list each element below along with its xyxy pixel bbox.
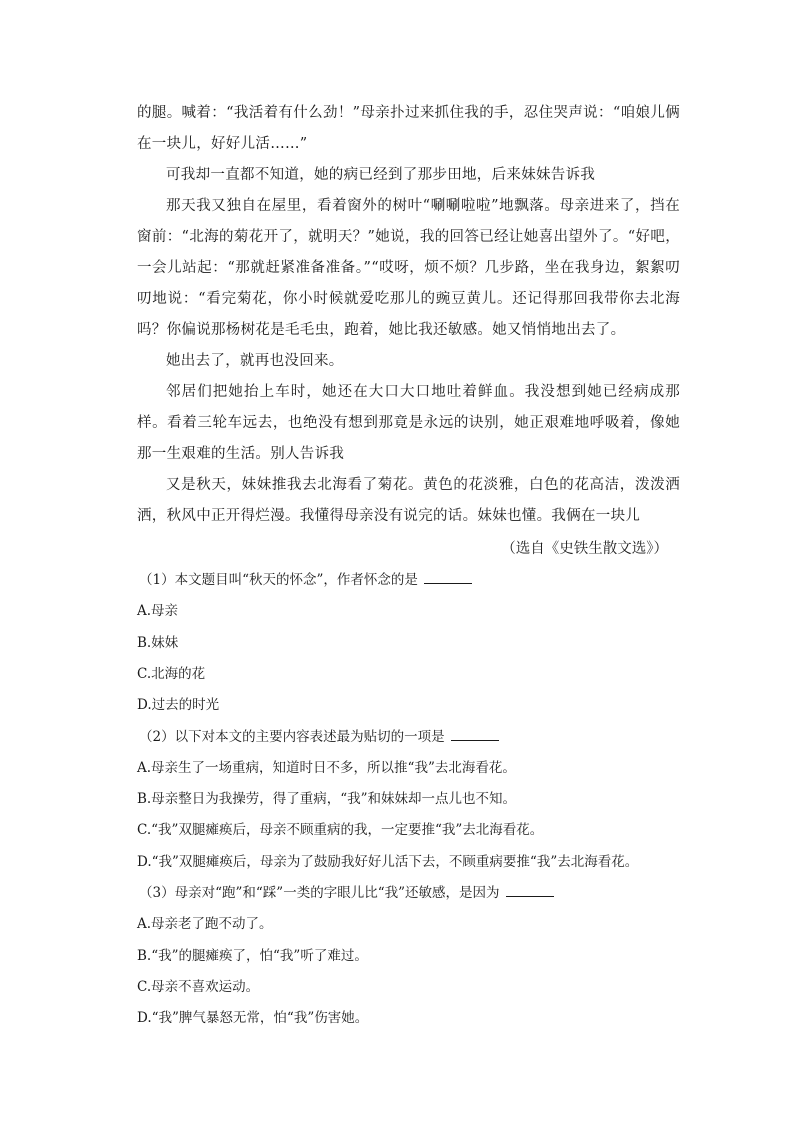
question-3-stem: （3）母亲对“跑”和“踩”一类的字眼儿比“我”还敏感，是因为 [139,882,554,904]
passage-paragraph-6: 又是秋天，妹妹推我去北海看了菊花。黄色的花淡雅，白色的花高洁，泼泼洒洒，秋风中正开得烂漫。我懂得母亲没有说完的话。妹妹也懂。我俩在一块儿 [137,477,680,524]
question-1-option-c: C.北海的花 [137,666,206,682]
answer-blank [451,726,499,741]
passage-paragraph-2: 可我却一直都不知道，她的病已经到了那步田地，后来妹妹告诉我 [166,167,596,183]
question-1-stem: （1）本文题目叫“秋天的怀念”，作者怀念的是 [139,569,472,591]
question-1-option-d: D.过去的时光 [137,697,220,713]
question-1-option-b: B.妹妹 [137,635,179,651]
passage-source: （选自《史铁生散文选》） [501,541,668,557]
passage-paragraph-4: 她出去了，就再也没回来。 [166,353,344,369]
answer-blank [506,882,554,897]
question-2-option-d: D.“我”双腿瘫痪后，母亲为了鼓励我好好儿活下去，不顾重病要推“我”去北海看花。 [137,854,639,870]
question-2-option-b: B.母亲整日为我操劳，得了重病，“我”和妹妹却一点儿也不知。 [137,791,517,807]
question-2-stem: （2）以下对本文的主要内容表述最为贴切的一项是 [139,726,499,748]
question-2-option-a: A.母亲生了一场重病，知道时日不多，所以推“我”去北海看花。 [137,760,516,776]
passage-paragraph-1: 的腿。喊着：“我活着有什么劲！”母亲扑过来抓住我的手，忍住哭声说：“咱娘儿俩在一块儿，好好儿活……” [137,105,680,152]
question-3-option-d: D.“我”脾气暴怒无常，怕“我”伤害她。 [137,1010,369,1026]
passage-paragraph-3: 那天我又独自在屋里，看着窗外的树叶“唰唰啦啦”地飘落。母亲进来了，挡在窗前：“北海的菊花开了，就明天？”她说，我的回答已经让她喜出望外了。“好吧，一会儿站起：“那就赶紧准备准备。”“哎呀，烦不烦？几步路，坐在我身边，絮絮叨叨地说：“看完菊花，你小时候就爱吃那儿的豌豆黄儿。还记得那回我带你去北海吗？你偏说那杨树花是毛毛虫，跑着，她比我还敏感。她又悄悄地出去了。 [137,198,680,338]
answer-blank [424,569,472,584]
question-3-option-a: A.母亲老了跑不动了。 [137,916,273,932]
question-3-option-c: C.母亲不喜欢运动。 [137,979,260,995]
passage-paragraph-5: 邻居们把她抬上车时，她还在大口大口地吐着鲜血。我没想到她已经病成那样。看着三轮车远去，也绝没有想到那竟是永远的诀别，她正艰难地呼吸着，像她那一生艰难的生活。别人告诉我 [137,384,680,462]
question-2-option-c: C.“我”双腿瘫痪后，母亲不顾重病的我，一定要推“我”去北海看花。 [137,822,544,838]
question-3-option-b: B.“我”的腿瘫痪了，怕“我”听了难过。 [137,948,368,964]
question-1-option-a: A.母亲 [137,603,179,619]
